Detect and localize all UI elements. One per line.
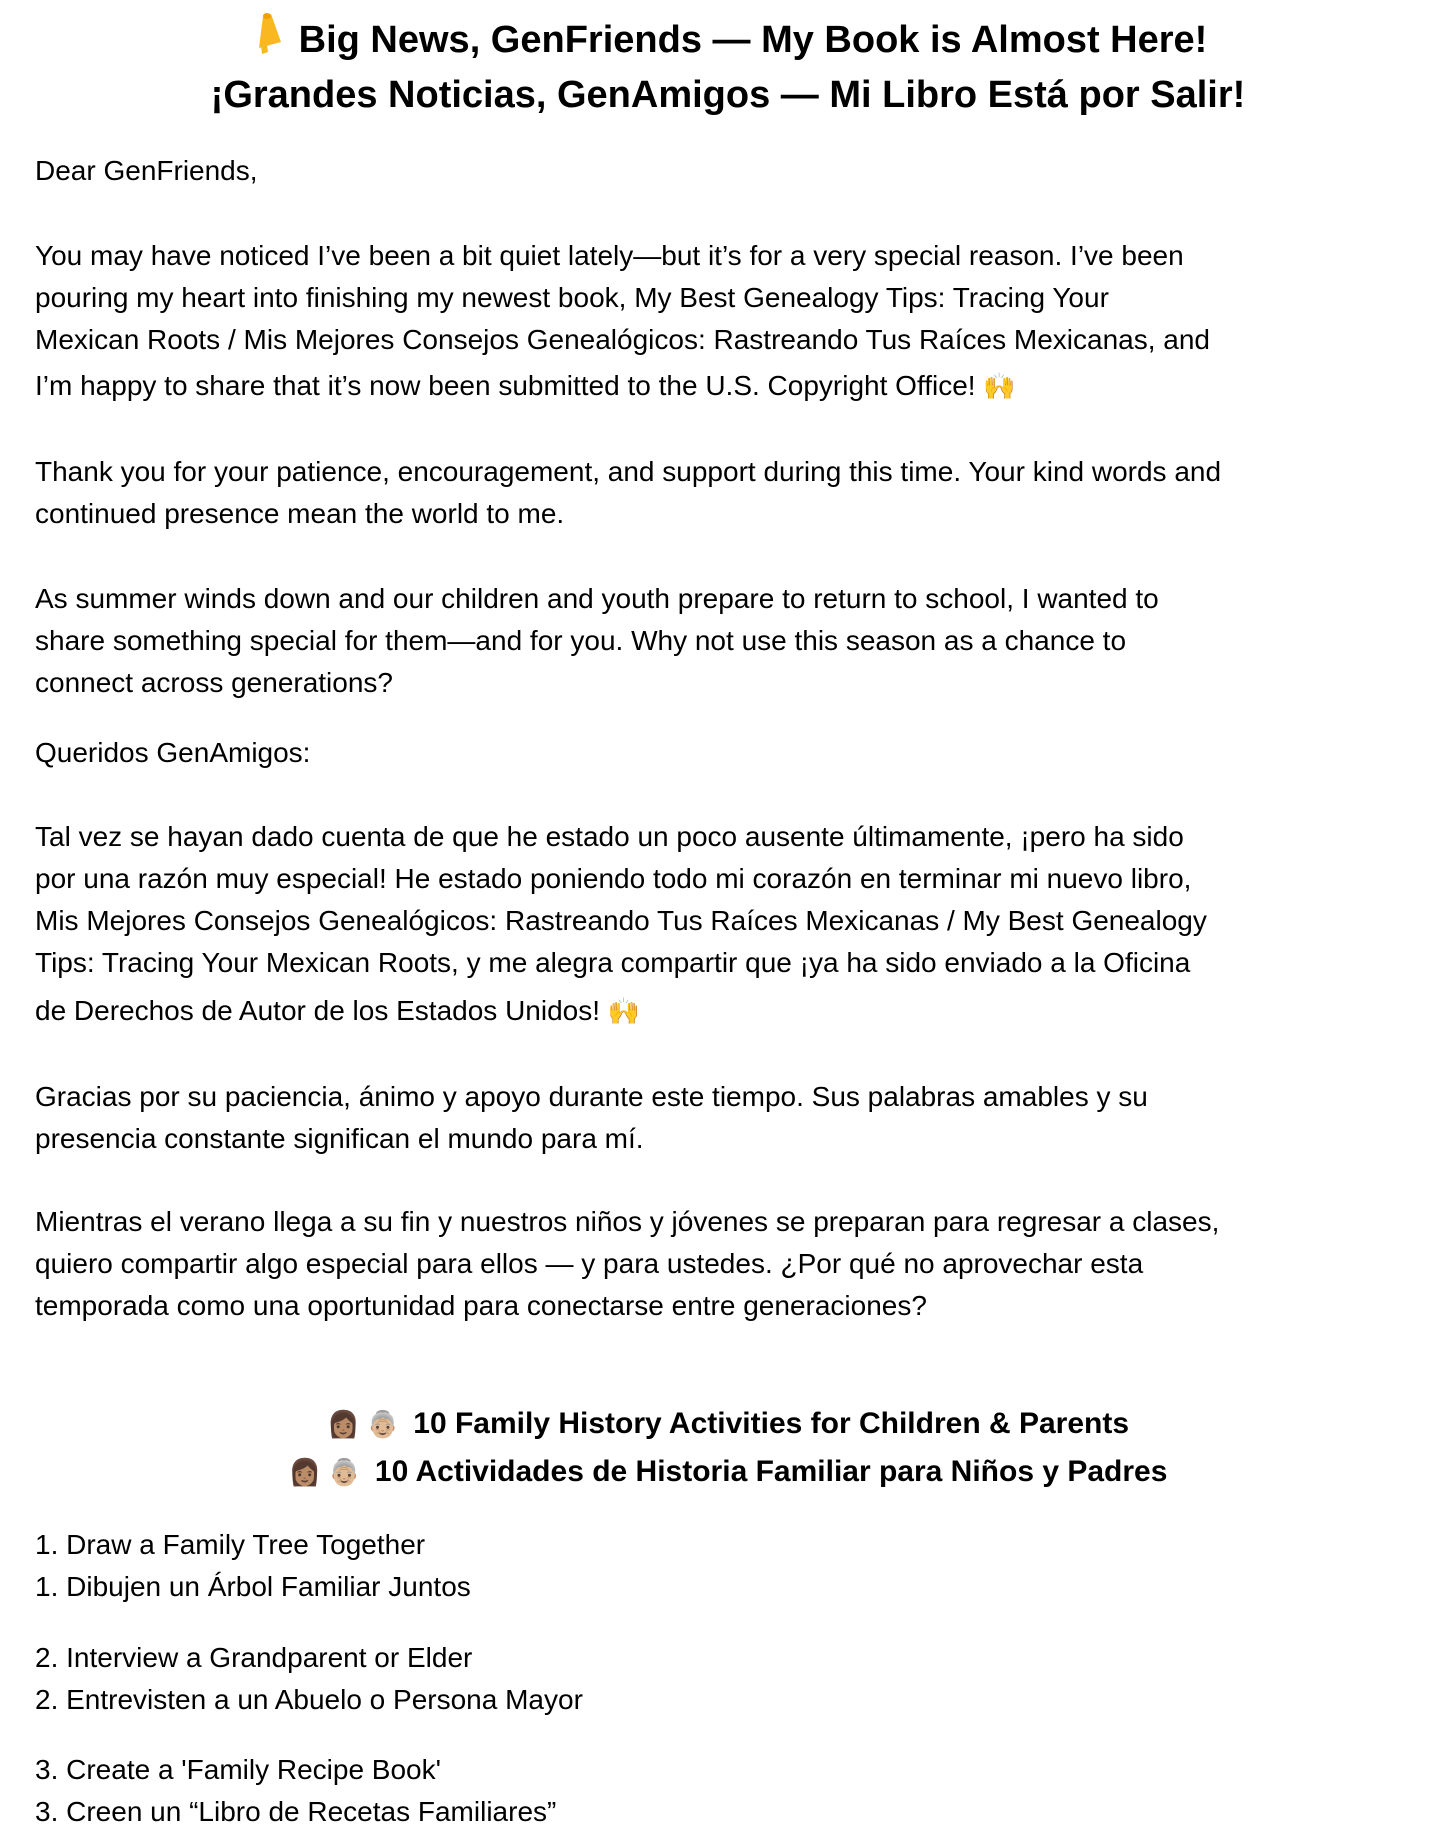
- text-line: presencia constante significan el mundo para mí.: [35, 1123, 644, 1154]
- text-line: continued presence mean the world to me.: [35, 498, 565, 529]
- text-line: Big News, GenFriends — My Book is Almost Here!: [298, 19, 1208, 61]
- title-line-english: [0, 12, 1456, 68]
- text-line: 1. Draw a Family Tree Together: [35, 1529, 426, 1560]
- megaphone-icon: [249, 12, 289, 56]
- text-line: Dear GenFriends,: [35, 155, 258, 186]
- raised-hands-icon: 🙌: [607, 996, 641, 1026]
- text-line: 2. Entrevisten a un Abuelo o Persona Mayor: [35, 1684, 583, 1715]
- text-line: I’m happy to share that it’s now been submitted to the U.S. Copyright Office!: [35, 370, 976, 401]
- text-line: Mis Mejores Consejos Genealógicos: Rastreando Tus Raíces Mexicanas / My Best Genealogy: [35, 905, 1207, 936]
- text-line: 2. Interview a Grandparent or Elder: [35, 1642, 473, 1673]
- activities-heading: [0, 1400, 1456, 1496]
- paragraph-english-3: [35, 578, 1435, 704]
- text-line: Tal vez se hayan dado cuenta de que he estado un poco ausente últimamente, ¡pero ha sido: [35, 821, 1184, 852]
- text-line: Thank you for your patience, encouragement, and support during this time. Your kind words and: [35, 456, 1222, 487]
- woman-grandmother-icon: 👩🏽 👵🏼: [288, 1457, 361, 1487]
- paragraph-english-1: [35, 235, 1435, 407]
- text-line: temporada como una oportunidad para conectarse entre generaciones?: [35, 1290, 927, 1321]
- text-line: share something special for them—and for you. Why not use this season as a chance to: [35, 625, 1127, 656]
- text-line: connect across generations?: [35, 667, 393, 698]
- paragraph-spanish-2: [35, 1076, 1435, 1160]
- list-item: [35, 1524, 1435, 1608]
- text-line: 10 Family History Activities for Children & Parents: [413, 1407, 1130, 1440]
- text-line: Queridos GenAmigos:: [35, 737, 311, 768]
- text-line: Mexican Roots / Mis Mejores Consejos Genealógicos: Rastreando Tus Raíces Mexicanas, and: [35, 324, 1210, 355]
- text-line: Mientras el verano llega a su fin y nuestros niños y jóvenes se preparan para regresar a clases,: [35, 1206, 1220, 1237]
- text-line: 10 Actividades de Historia Familiar para Niños y Padres: [374, 1455, 1168, 1488]
- text-line: 3. Creen un “Libro de Recetas Familiares”: [35, 1796, 557, 1827]
- text-line: por una razón muy especial! He estado poniendo todo mi corazón en terminar mi nuevo libro,: [35, 863, 1192, 894]
- text-line: Gracias por su paciencia, ánimo y apoyo durante este tiempo. Sus palabras amables y su: [35, 1081, 1148, 1112]
- text-line: pouring my heart into finishing my newest book, My Best Genealogy Tips: Tracing Your: [35, 282, 1109, 313]
- page-title: [0, 12, 1456, 123]
- text-line: 3. Create a 'Family Recipe Book': [35, 1754, 441, 1785]
- title-line-spanish: ¡Grandes Noticias, GenAmigos — Mi Libro Está por Salir!: [210, 74, 1246, 116]
- text-line: quiero compartir algo especial para ellos — y para ustedes. ¿Por qué no aprovechar esta: [35, 1248, 1144, 1279]
- greeting-spanish: [35, 732, 1435, 774]
- text-line: Tips: Tracing Your Mexican Roots, y me alegra compartir que ¡ya ha sido enviado a la Oficina: [35, 947, 1191, 978]
- text-line: As summer winds down and our children and youth prepare to return to school, I wanted to: [35, 583, 1159, 614]
- woman-grandmother-icon: 👩🏽 👵🏼: [326, 1409, 399, 1439]
- list-item: [35, 1749, 1435, 1833]
- text-line: 1. Dibujen un Árbol Familiar Juntos: [35, 1571, 471, 1602]
- text-line: de Derechos de Autor de los Estados Unidos!: [35, 995, 601, 1026]
- text-line: You may have noticed I’ve been a bit quiet lately—but it’s for a very special reason. I’ve been: [35, 240, 1184, 271]
- greeting-english: [35, 150, 1435, 192]
- paragraph-english-2: [35, 451, 1435, 535]
- paragraph-spanish-1: [35, 816, 1435, 1032]
- list-item: [35, 1637, 1435, 1721]
- raised-hands-icon: 🙌: [983, 371, 1016, 401]
- paragraph-spanish-3: [35, 1201, 1435, 1327]
